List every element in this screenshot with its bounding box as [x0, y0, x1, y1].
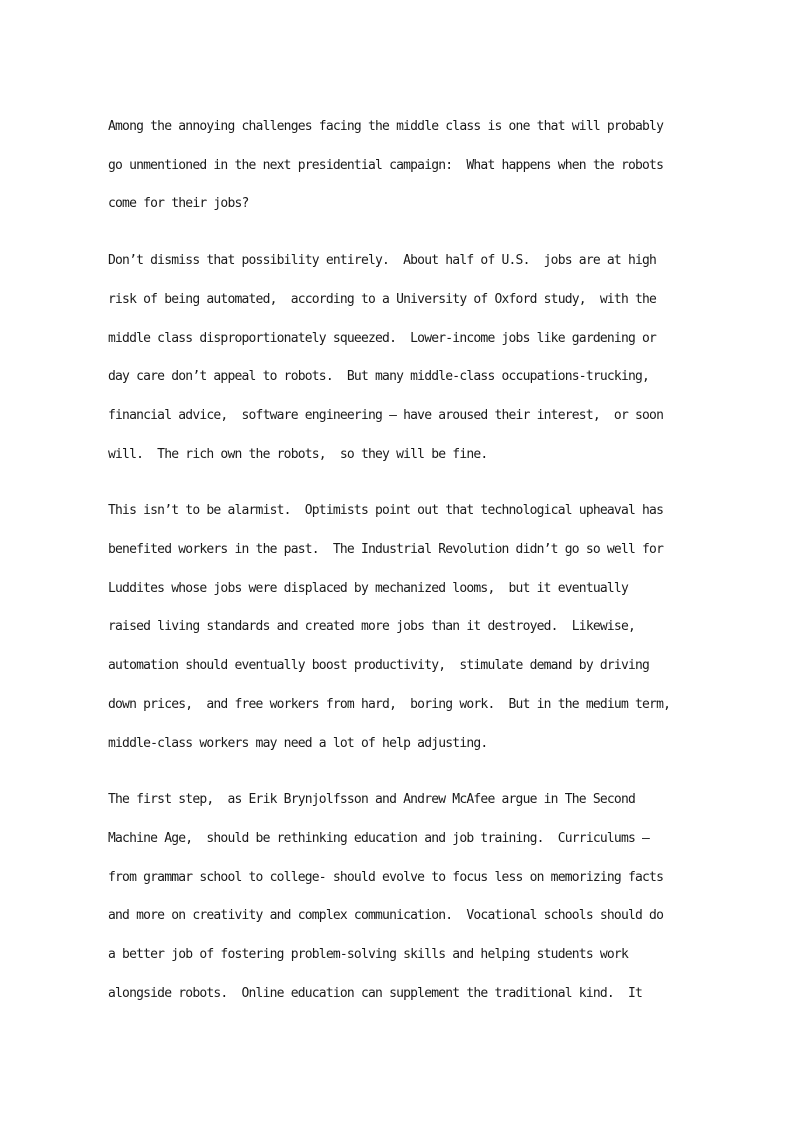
paragraph: [108, 242, 678, 474]
text-line: Machine Age, should be rethinking education and job training. Curriculums —: [108, 830, 650, 846]
text-line: go unmentioned in the next presidential campaign: What happens when the robots: [108, 157, 664, 173]
text-line: alongside robots. Online education can supplement the traditional kind. It: [108, 985, 643, 1001]
text-line: a better job of fostering problem-solving skills and helping students work: [108, 947, 628, 963]
text-line: automation should eventually boost productivity, stimulate demand by driving: [108, 658, 650, 674]
text-line: down prices, and free workers from hard, boring work. But in the medium term,: [108, 696, 671, 712]
text-line: benefited workers in the past. The Industrial Revolution didn’t go so well for: [108, 542, 664, 558]
text-line: will. The rich own the robots, so they will be fine.: [108, 446, 488, 462]
text-line: Don’t dismiss that possibility entirely. About half of U.S. jobs are at high: [108, 253, 657, 269]
text-line: The first step, as Erik Brynjolfsson and Andrew McAfee argue in The Second: [108, 792, 636, 808]
paragraph: [108, 781, 678, 1013]
document-text-block: [108, 108, 678, 1031]
text-line: from grammar school to college- should evolve to focus less on memorizing facts: [108, 869, 664, 885]
text-line: financial advice, software engineering — have aroused their interest, or soon: [108, 407, 664, 423]
text-line: Luddites whose jobs were displaced by mechanized looms, but it eventually: [108, 580, 628, 596]
text-line: This isn’t to be alarmist. Optimists point out that technological upheaval has: [108, 503, 664, 519]
text-line: risk of being automated, according to a University of Oxford study, with the: [108, 291, 657, 307]
text-line: middle-class workers may need a lot of help adjusting.: [108, 735, 488, 751]
text-line: day care don’t appeal to robots. But many middle-class occupations-trucking,: [108, 369, 650, 385]
paragraph: [108, 492, 678, 763]
text-line: come for their jobs?: [108, 196, 249, 212]
text-line: raised living standards and created more jobs than it destroyed. Likewise,: [108, 619, 636, 635]
text-line: and more on creativity and complex communication. Vocational schools should do: [108, 908, 664, 924]
paragraph: [108, 108, 678, 224]
text-line: Among the annoying challenges facing the middle class is one that will probably: [108, 119, 664, 134]
text-line: middle class disproportionately squeezed. Lower-income jobs like gardening or: [108, 330, 657, 346]
